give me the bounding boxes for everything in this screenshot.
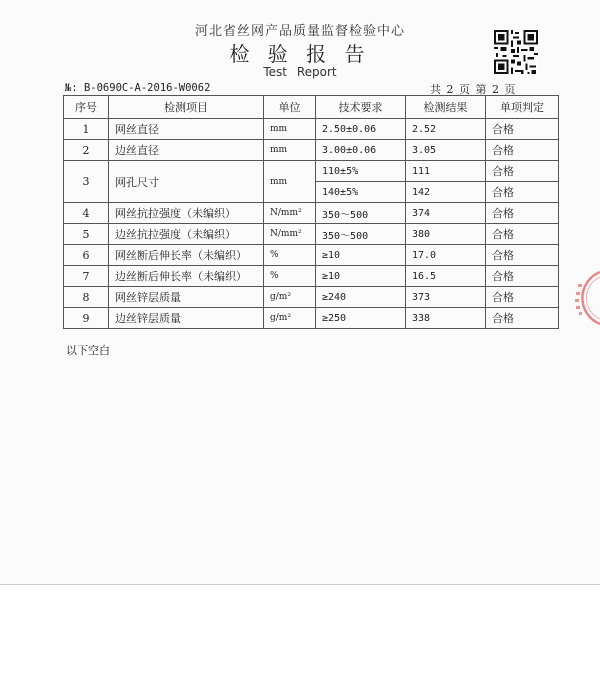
cell-verdict: 合格 bbox=[486, 119, 559, 140]
cell-requirement: ≥10 bbox=[316, 245, 406, 266]
table-row bbox=[64, 308, 559, 329]
col-header-verdict: 单项判定 bbox=[486, 96, 559, 119]
cell-no: 8 bbox=[64, 287, 109, 308]
cell-requirement: ≥240 bbox=[316, 287, 406, 308]
col-header-requirement: 技术要求 bbox=[316, 96, 406, 119]
cell-item: 网丝断后伸长率（未编织） bbox=[109, 245, 264, 266]
cell-item: 边丝锌层质量 bbox=[109, 308, 264, 329]
cell-unit: g/m² bbox=[264, 287, 316, 308]
table-row bbox=[64, 119, 559, 140]
cell-requirement: ≥10 bbox=[316, 266, 406, 287]
report-subtitle: Test Report bbox=[263, 65, 337, 79]
cell-no: 7 bbox=[64, 266, 109, 287]
blank-below-note: 以下空白 bbox=[66, 344, 110, 357]
cell-result: 142 bbox=[406, 182, 486, 203]
results-table bbox=[63, 95, 559, 329]
cell-result: 373 bbox=[406, 287, 486, 308]
table-row bbox=[64, 266, 559, 287]
cell-no: 3 bbox=[64, 161, 109, 203]
cell-verdict: 合格 bbox=[486, 287, 559, 308]
col-header-unit: 单位 bbox=[264, 96, 316, 119]
cell-unit: mm bbox=[264, 161, 316, 203]
cell-verdict: 合格 bbox=[486, 140, 559, 161]
table-row bbox=[64, 140, 559, 161]
col-header-result: 检测结果 bbox=[406, 96, 486, 119]
cell-item: 网孔尺寸 bbox=[109, 161, 264, 203]
cell-unit: mm bbox=[264, 140, 316, 161]
table-row bbox=[64, 203, 559, 224]
cell-result: 16.5 bbox=[406, 266, 486, 287]
table-row bbox=[64, 161, 559, 182]
report-title: 检 验 报 告 bbox=[229, 42, 371, 66]
table-row bbox=[64, 287, 559, 308]
cell-verdict: 合格 bbox=[486, 161, 559, 182]
cell-unit: N/mm² bbox=[264, 203, 316, 224]
cell-verdict: 合格 bbox=[486, 224, 559, 245]
cell-item: 边丝抗拉强度（未编织） bbox=[109, 224, 264, 245]
qr-code-icon bbox=[494, 30, 538, 74]
cell-result: 374 bbox=[406, 203, 486, 224]
cell-no: 9 bbox=[64, 308, 109, 329]
cell-unit: N/mm² bbox=[264, 224, 316, 245]
cell-result: 3.05 bbox=[406, 140, 486, 161]
cell-unit: % bbox=[264, 266, 316, 287]
cell-no: 4 bbox=[64, 203, 109, 224]
col-header-item: 检测项目 bbox=[109, 96, 264, 119]
official-seal-stamp bbox=[566, 268, 600, 328]
cell-requirement: 2.50±0.06 bbox=[316, 119, 406, 140]
cell-result: 2.52 bbox=[406, 119, 486, 140]
cell-requirement: 3.00±0.06 bbox=[316, 140, 406, 161]
cell-item: 网丝锌层质量 bbox=[109, 287, 264, 308]
table-row bbox=[64, 224, 559, 245]
cell-result: 17.0 bbox=[406, 245, 486, 266]
table-row bbox=[64, 245, 559, 266]
cell-requirement: 140±5% bbox=[316, 182, 406, 203]
cell-no: 5 bbox=[64, 224, 109, 245]
cell-unit: g/m² bbox=[264, 308, 316, 329]
cell-item: 边丝断后伸长率（未编织） bbox=[109, 266, 264, 287]
cell-requirement: 110±5% bbox=[316, 161, 406, 182]
cell-verdict: 合格 bbox=[486, 266, 559, 287]
cell-result: 380 bbox=[406, 224, 486, 245]
cell-unit: % bbox=[264, 245, 316, 266]
cell-no: 1 bbox=[64, 119, 109, 140]
col-header-no: 序号 bbox=[64, 96, 109, 119]
cell-requirement: 350～500 bbox=[316, 224, 406, 245]
cell-no: 2 bbox=[64, 140, 109, 161]
cell-verdict: 合格 bbox=[486, 182, 559, 203]
cell-requirement: ≥250 bbox=[316, 308, 406, 329]
cell-item: 网丝抗拉强度（未编织） bbox=[109, 203, 264, 224]
cell-unit: mm bbox=[264, 119, 316, 140]
cell-verdict: 合格 bbox=[486, 245, 559, 266]
org-name: 河北省丝网产品质量监督检验中心 bbox=[194, 24, 405, 39]
cell-item: 边丝直径 bbox=[109, 140, 264, 161]
cell-verdict: 合格 bbox=[486, 308, 559, 329]
sheet-edge bbox=[0, 584, 600, 585]
cell-result: 338 bbox=[406, 308, 486, 329]
page-info: 共 2 页 第 2 页 bbox=[430, 83, 517, 96]
cell-verdict: 合格 bbox=[486, 203, 559, 224]
cell-no: 6 bbox=[64, 245, 109, 266]
table-header-row bbox=[64, 96, 559, 119]
cell-requirement: 350～500 bbox=[316, 203, 406, 224]
cell-item: 网丝直径 bbox=[109, 119, 264, 140]
report-number: №: B-0690C-A-2016-W0062 bbox=[65, 82, 211, 94]
cell-result: 111 bbox=[406, 161, 486, 182]
